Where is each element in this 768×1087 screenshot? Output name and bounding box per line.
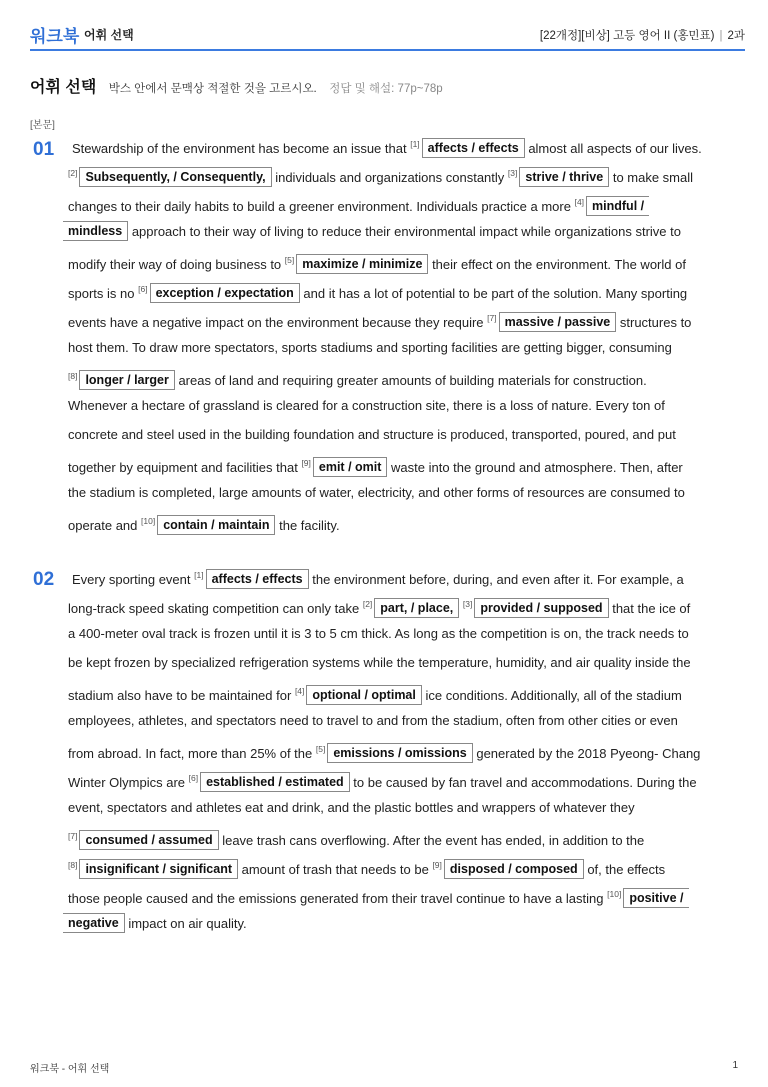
passage-text: almost all aspects of our lives.	[528, 141, 702, 156]
blank-number: [8]	[68, 860, 78, 870]
blank-number: [10]	[607, 889, 622, 899]
page-header	[30, 0, 745, 51]
passage-text: be kept frozen by specialized refrigeration systems while the temperature, humidity, and air quality inside the	[68, 655, 691, 670]
passage-text: together by equipment and facilities that	[68, 460, 298, 475]
passage-text: host them. To draw more spectators, sports stadiums and sporting facilities are getting bigger, consuming	[68, 340, 672, 355]
blank-number: [1]	[194, 570, 204, 580]
passage-text: Whenever a hectare of grassland is cleared for a construction site, there is a loss of nature. Every ton of	[68, 398, 665, 413]
passage-text: Every sporting event	[72, 572, 191, 587]
passage-text: events have a negative impact on the environment because they require	[68, 315, 484, 330]
passage-text: structures to	[619, 315, 692, 330]
passage-text: the environment before, during, and even after it. For example, a	[312, 572, 684, 587]
title-row	[30, 74, 443, 97]
passage-text: ice conditions. Additionally, all of the stadium	[425, 688, 682, 703]
choice-box-6[interactable]: established / estimated	[200, 772, 350, 792]
passage-text: operate and	[68, 518, 138, 533]
passage-text: their effect on the environment. The world of	[432, 257, 686, 272]
passage-text: amount of trash that needs to be	[241, 862, 429, 877]
passage-text: approach to their way of living to reduce their environmental impact while organizations strive to	[131, 224, 681, 239]
passage-text: to make small	[612, 170, 694, 185]
blank-number: [2]	[68, 168, 78, 178]
passage-text: the facility.	[279, 518, 340, 533]
passage-text: generated by the 2018 Pyeong- Chang	[476, 746, 701, 761]
blank-number: [9]	[432, 860, 442, 870]
brand-title: 워크북	[30, 27, 80, 46]
blank-number: [10]	[141, 516, 156, 526]
blank-number: [7]	[487, 313, 497, 323]
passage-text: waste into the ground and atmosphere. Then, after	[391, 460, 683, 475]
choice-box-4[interactable]: mindful /	[586, 196, 649, 216]
answer-reference: 정답 및 해설: 77p~78p	[329, 83, 443, 95]
choice-box-7[interactable]: consumed / assumed	[79, 830, 218, 850]
choice-box-3[interactable]: provided / supposed	[474, 598, 608, 618]
passage-text: changes to their daily habits to build a greener environment. Individuals practice a more	[68, 199, 571, 214]
blank-number: [2]	[362, 599, 373, 609]
blank-number: [6]	[138, 284, 148, 294]
blank-number: [7]	[68, 831, 78, 841]
page-title: 어휘 선택	[30, 79, 97, 96]
passage-text: and it has a lot of potential to be part of the solution. Many sporting	[303, 286, 688, 301]
blank-number: [3]	[507, 168, 518, 178]
section-label: [본문]	[30, 120, 55, 131]
passage-text: from abroad. In fact, more than 25% of the	[68, 746, 313, 761]
choice-box-1[interactable]: affects / effects	[206, 569, 309, 589]
passage-text: that the ice of	[612, 601, 691, 616]
header-separator: |	[719, 30, 723, 42]
question-number-02: 02	[33, 569, 55, 590]
blank-number: [5]	[315, 744, 326, 754]
passage-02	[68, 561, 740, 938]
passage-text: stadium also have to be maintained for	[68, 688, 292, 703]
choice-box-6[interactable]: exception / expectation	[150, 283, 300, 303]
choice-box-9[interactable]: disposed / composed	[444, 859, 584, 879]
passage-text: of, the effects	[587, 862, 666, 877]
choice-box-2[interactable]: Subsequently, / Consequently,	[79, 167, 271, 187]
instruction-text: 박스 안에서 문맥상 적절한 것을 고르시오.	[108, 83, 317, 95]
blank-number: [4]	[294, 686, 305, 696]
page-number: 1	[732, 1060, 738, 1071]
passage-text: those people caused and the emissions generated from their travel continue to have a lasting	[68, 891, 604, 906]
blank-number: [6]	[188, 773, 199, 783]
choice-box-10[interactable]: positive /	[623, 888, 688, 908]
passage-text: individuals and organizations constantly	[275, 170, 505, 185]
choice-box-5[interactable]: emissions / omissions	[327, 743, 472, 763]
choice-box-7[interactable]: massive / passive	[499, 312, 617, 332]
passage-text: modify their way of doing business to	[68, 257, 282, 272]
choice-box-4[interactable]: optional / optimal	[306, 685, 421, 705]
course-name: [22개정][비상] 고등 영어 II (홍민표)	[539, 30, 715, 42]
choice-box-3[interactable]: strive / thrive	[519, 167, 609, 187]
passage-text: sports is no	[68, 286, 135, 301]
question-number-01: 01	[33, 139, 55, 160]
passage-text: a 400-meter oval track is frozen until it is 3 to 5 cm thick. As long as the competition is on, the track needs to	[68, 626, 689, 641]
passage-text: event, spectators and athletes eat and drink, and the plastic bottles and wrappers of whatever they	[68, 800, 635, 815]
choice-box-8[interactable]: insignificant / significant	[79, 859, 238, 879]
passage-text: Winter Olympics are	[68, 775, 186, 790]
passage-text: long-track speed skating competition can only take	[68, 601, 360, 616]
passage-text: the stadium is completed, large amounts of water, electricity, and other forms of resources are consumed to	[68, 485, 685, 500]
choice-box-5[interactable]: maximize / minimize	[296, 254, 428, 274]
passage-text: employees, athletes, and spectators need to travel to and from the stadium, often from other cities or even	[68, 713, 678, 728]
choice-box-9[interactable]: emit / omit	[313, 457, 388, 477]
course-info	[540, 27, 745, 43]
choice-box-10-cont[interactable]: negative	[63, 913, 125, 933]
choice-box-10[interactable]: contain / maintain	[157, 515, 275, 535]
blank-number: [9]	[301, 458, 311, 468]
passage-01	[68, 130, 740, 536]
brand-subtitle: 어휘 선택	[84, 28, 134, 42]
passage-text: leave trash cans overflowing. After the event has ended, in addition to the	[222, 833, 645, 848]
choice-box-1[interactable]: affects / effects	[422, 138, 525, 158]
passage-text: concrete and steel used in the building foundation and structure is produced, transported, poured, and put	[68, 427, 676, 442]
blank-number: [5]	[284, 255, 295, 265]
choice-box-2[interactable]: part, / place,	[374, 598, 459, 618]
blank-number: [1]	[410, 139, 420, 149]
choice-box-4-cont[interactable]: mindless	[63, 221, 128, 241]
passage-text: Stewardship of the environment has become an issue that	[72, 141, 407, 156]
blank-number: [3]	[462, 599, 473, 609]
footer-title: 워크북 - 어휘 선택	[30, 1064, 110, 1075]
passage-text: areas of land and requiring greater amounts of building materials for construction.	[178, 373, 647, 388]
blank-number: [4]	[574, 197, 585, 207]
passage-text: impact on air quality.	[128, 916, 247, 931]
choice-box-8[interactable]: longer / larger	[79, 370, 174, 390]
blank-number: [8]	[68, 371, 78, 381]
lesson-label: 2과	[727, 30, 745, 42]
passage-text: to be caused by fan travel and accommodations. During the	[353, 775, 697, 790]
